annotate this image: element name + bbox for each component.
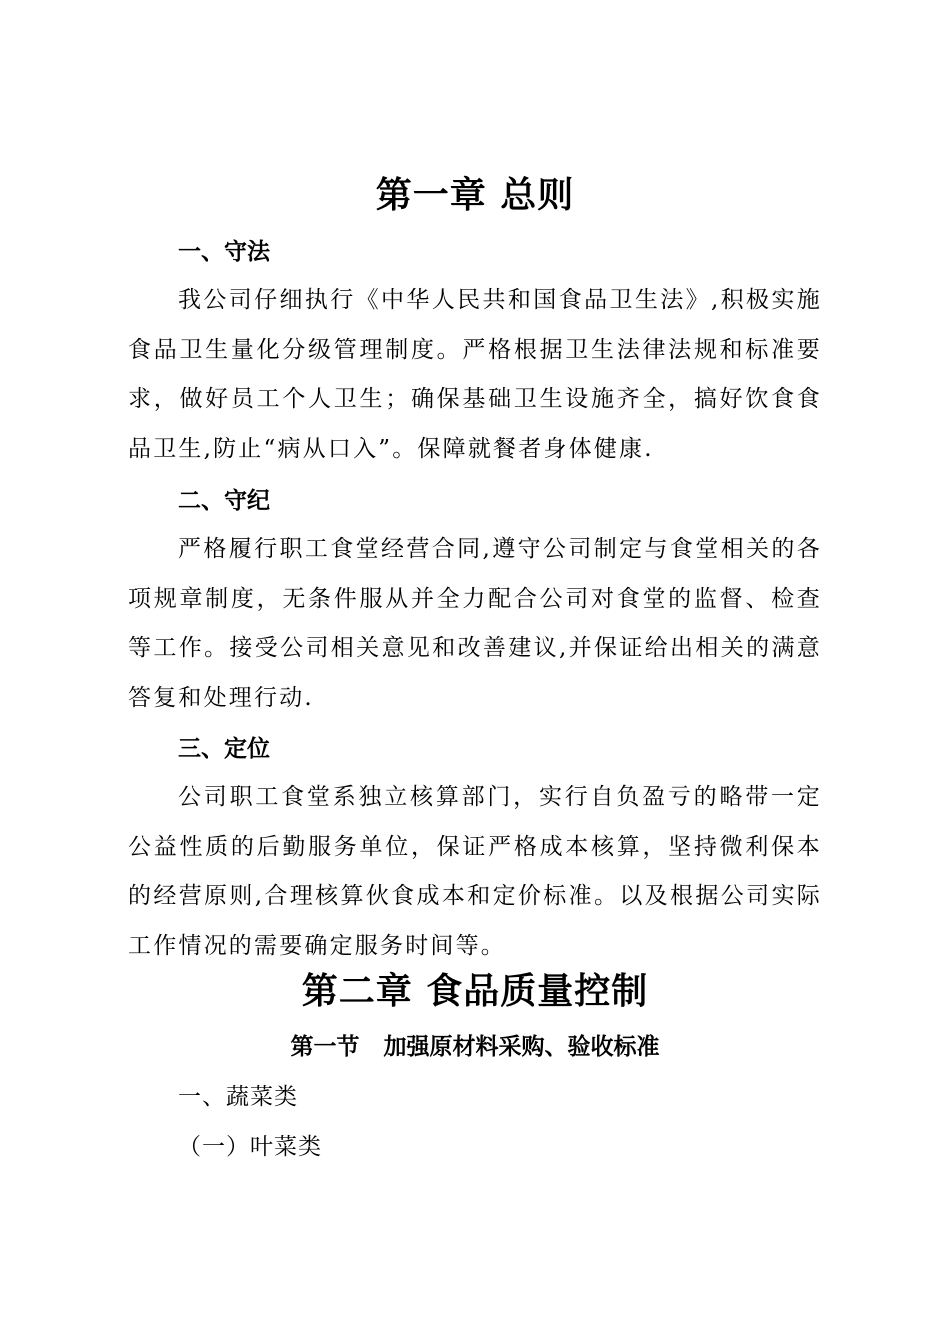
- list-item-leafy-vegetables: （一）叶菜类: [178, 1134, 322, 1160]
- chapter-1-title: 第一章 总则: [375, 175, 575, 216]
- list-item-vegetables: 一、蔬菜类: [178, 1084, 298, 1110]
- section-title: 第一节 加强原材料采购、验收标准: [290, 1034, 660, 1060]
- section-heading-positioning: 三、定位: [178, 736, 270, 762]
- section-heading-law: 一、守法: [178, 239, 270, 265]
- chapter-2-title: 第二章 食品质量控制: [301, 971, 649, 1012]
- paragraph-law: 我公司仔细执行《中华人民共和国食品卫生法》,积极实施食品卫生量化分级管理制度。严格根据卫生法律法规和标准要求，做好员工个人卫生；确保基础卫生设施齐全，搞好饮食食品卫生,防止“病从口入”。保障就餐者身体健康.: [128, 287, 822, 462]
- paragraph-positioning: 公司职工食堂系独立核算部门，实行自负盈亏的略带一定公益性质的后勤服务单位，保证严格成本核算，坚持微利保本的经营原则,合理核算伙食成本和定价标准。以及根据公司实际工作情况的需要确定服务时间等。: [128, 784, 822, 959]
- paragraph-discipline: 严格履行职工食堂经营合同,遵守公司制定与食堂相关的各项规章制度，无条件服从并全力配合公司对食堂的监督、检查等工作。接受公司相关意见和改善建议,并保证给出相关的满意答复和处理行动.: [128, 536, 822, 711]
- section-heading-discipline: 二、守纪: [178, 488, 270, 514]
